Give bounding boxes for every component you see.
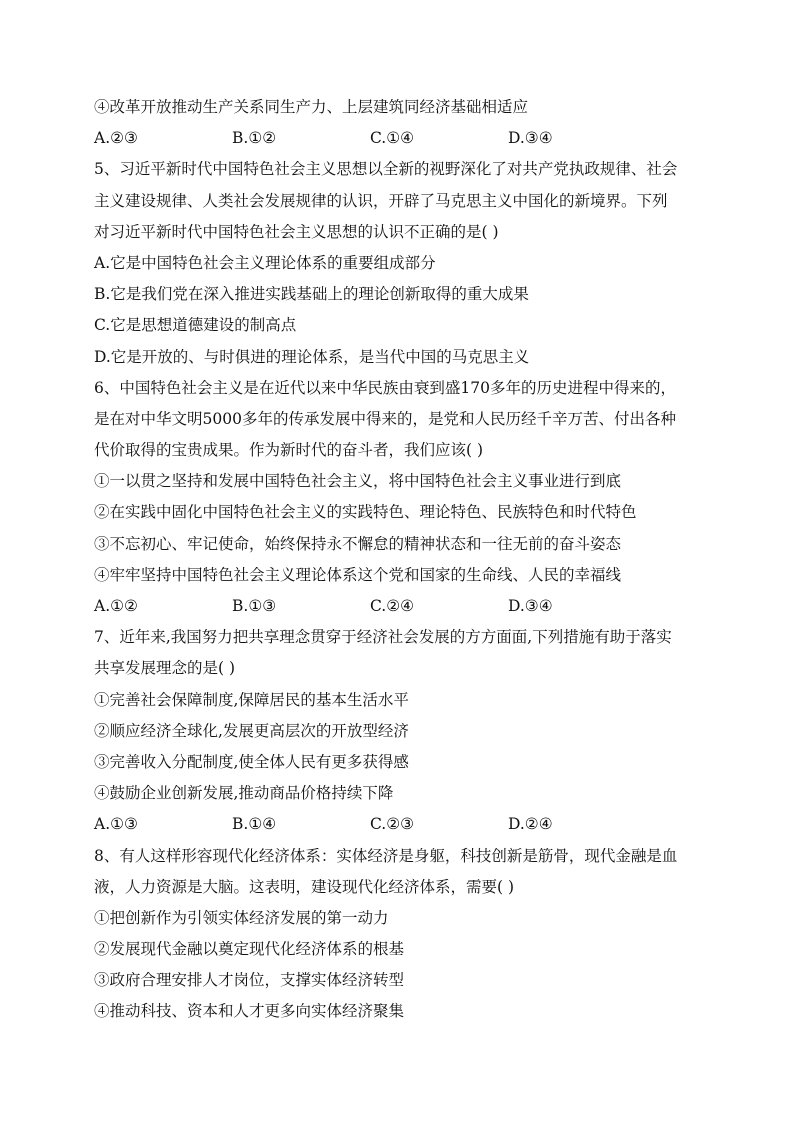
answer-choice: A.它是中国特色社会主义理论体系的重要组成部分 [94, 253, 436, 272]
question-7 [94, 622, 704, 840]
statement-item: ④鼓励企业创新发展,推动商品价格持续下降 [94, 784, 394, 803]
question-8 [94, 841, 704, 1028]
question-stem-line: 6、中国特色社会主义是在近代以来中华民族由衰到盛170多年的历史进程中得来的， [94, 378, 676, 397]
question-stem-line: 对习近平新时代中国特色社会主义思想的认识不正确的是( ) [94, 222, 499, 241]
option-a: A.①② [94, 597, 138, 615]
option-d: D.③④ [508, 597, 553, 615]
statement-item: ①完善社会保障制度,保障居民的基本生活水平 [94, 690, 409, 709]
option-b: B.①③ [232, 597, 277, 615]
answer-choice: D.它是开放的、与时俱进的理论体系，是当代中国的马克思主义 [94, 347, 530, 366]
statement-item: ②发展现代金融以奠定现代化经济体系的根基 [94, 940, 405, 959]
question-options [94, 591, 704, 622]
option-a: A.①③ [94, 815, 138, 834]
statement-item: ③完善收入分配制度,使全体人民有更多获得感 [94, 752, 409, 771]
question-6 [94, 373, 704, 623]
statement-item: ④牢牢坚持中国特色社会主义理论体系这个党和国家的生命线、人民的幸福线 [94, 565, 622, 584]
question-5 [94, 154, 704, 372]
question-stem-line: 5、习近平新时代中国特色社会主义思想以全新的视野深化了对共产党执政规律、社会 [94, 160, 678, 179]
question-stem-line: 代价取得的宝贵成果。作为新时代的奋斗者，我们应该( ) [94, 441, 484, 460]
question-stem-line: 主义建设规律、人类社会发展规律的认识，开辟了马克思主义中国化的新境界。下列 [94, 191, 668, 210]
option-c: C.②④ [370, 597, 415, 615]
question-stem-line: 7、近年来,我国努力把共享理念贯穿于经济社会发展的方方面面,下列措施有助于落实 [94, 628, 672, 647]
question-stem-line: 8、有人这样形容现代化经济体系：实体经济是身躯，科技创新是筋骨，现代金融是血 [94, 846, 678, 865]
question-options [94, 809, 704, 840]
option-b: B.①② [232, 129, 277, 148]
answer-choice: B.它是我们党在深入推进实践基础上的理论创新取得的重大成果 [94, 285, 529, 304]
option-a: A.②③ [94, 129, 138, 148]
option-c: C.①④ [370, 129, 415, 148]
statement-item: ④推动科技、资本和人才更多向实体经济聚集 [94, 1002, 405, 1021]
option-d: D.②④ [508, 815, 553, 834]
statement-item: ②在实践中固化中国特色社会主义的实践特色、理论特色、民族特色和时代特色 [94, 503, 637, 522]
prev-question-options [94, 123, 704, 154]
option-b: B.①④ [232, 815, 277, 834]
statement-item: ①把创新作为引领实体经济发展的第一动力 [94, 908, 389, 927]
answer-choice: C.它是思想道德建设的制高点 [94, 316, 297, 335]
option-d: D.③④ [508, 129, 553, 148]
question-content [94, 92, 704, 1028]
statement-item: ③不忘初心、牢记使命，始终保持永不懈怠的精神状态和一往无前的奋斗姿态 [94, 534, 622, 553]
question-stem-line: 共享发展理念的是( ) [94, 659, 236, 678]
prev-question-item: ④改革开放推动生产关系同生产力、上层建筑同经济基础相适应 [94, 98, 529, 116]
question-stem-line: 是在对中华文明5000多年的传承发展中得来的，是党和人民历经千辛万苦、付出各种 [94, 409, 676, 428]
statement-item: ③政府合理安排人才岗位，支撑实体经济转型 [94, 971, 405, 990]
statement-item: ②顺应经济全球化,发展更高层次的开放型经济 [94, 721, 409, 740]
option-c: C.②③ [370, 815, 415, 834]
statement-item: ①一以贯之坚持和发展中国特色社会主义，将中国特色社会主义事业进行到底 [94, 472, 622, 491]
question-stem-line: 液，人力资源是大脑。这表明，建设现代化经济体系，需要( ) [94, 877, 515, 896]
